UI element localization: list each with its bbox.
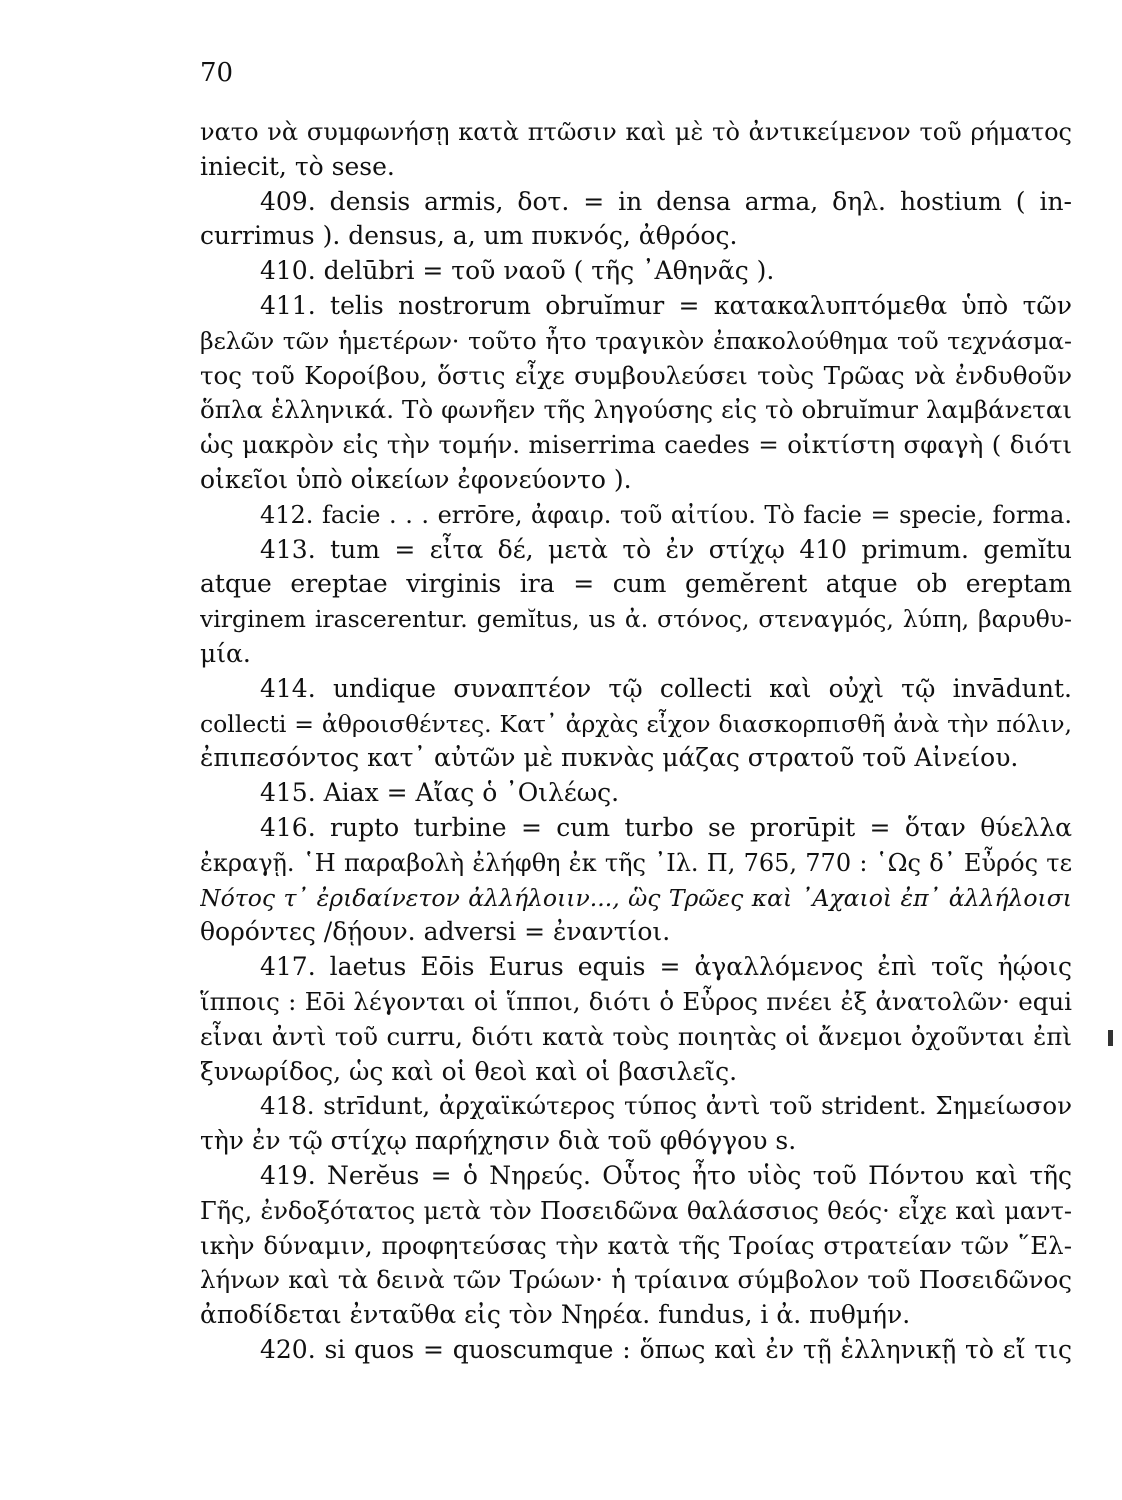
text-line: iniecit, τὸ sese. [200,151,395,181]
entry-410: 410. delūbri = τοῦ ναοῦ ( τῆς ᾿Αθηνᾶς ). [260,256,775,286]
text-line: ἀποδίδεται ἐνταῦθα εἰς τὸν Νηρέα. fundus, i ἀ. πυθμήν. [200,1300,911,1330]
text-line-italic: Νότος τ᾿ ἐριδαίνετον ἀλλήλοιιν..., ὣς Τρῶες καὶ ᾿Αχαιοὶ ἐπ᾿ ἀλλήλοισι [200,883,1072,912]
text-line: λήνων καὶ τὰ δεινὰ τῶν Τρώων· ἡ τρίαινα σύμβολον τοῦ Ποσειδῶνος [200,1265,1072,1295]
text-line: virginem irascerentur. gemĭtus, us ἀ. στόνος, στεναγμός, λύπη, βαρυθυ- [200,605,1072,634]
text-line: τὴν ἐν τῷ στίχῳ παρήχησιν διὰ τοῦ φθόγγου s. [200,1126,797,1156]
commentary-text [200,115,1072,1368]
scan-artifact [1108,1030,1113,1046]
entry-413: 413. tum = εἶτα δέ, μετὰ τὸ ἐν στίχῳ 410 primum. gemĭtu [260,534,1072,564]
text-line: Γῆς, ἐνδοξότατος μετὰ τὸν Ποσειδῶνα θαλάσσιος θεός· εἶχε καὶ μαντ- [200,1196,1072,1225]
entry-409: 409. densis armis, δοτ. = in densa arma, δηλ. hostium ( in- [260,186,1072,216]
entry-420: 420. si quos = quoscumque : ὅπως καὶ ἐν τῇ ἑλληνικῇ τὸ εἴ τις [260,1334,1072,1364]
text-line: ικὴν δύναμιν, προφητεύσας τὴν κατὰ τῆς Τροίας στρατείαν τῶν ῞Ελ- [200,1230,1072,1260]
text-line: ἐπιπεσόντος κατ᾿ αὐτῶν μὲ πυκνὰς μάζας στρατοῦ τοῦ Αἰνείου. [200,743,1019,773]
text-line: atque ereptae virginis ira = cum gemĕrent atque ob ereptam [200,569,1072,599]
page-number: 70 [200,58,234,88]
text-line: collecti = ἀθροισθέντες. Κατ᾿ ἀρχὰς εἶχον διασκορπισθῆ ἀνὰ τὴν πόλιν, [200,709,1072,738]
text-line: οἰκεῖοι ὑπὸ οἰκείων ἐφονεύοντο ). [200,464,632,494]
entry-417: 417. laetus Eōis Eurus equis = ἀγαλλόμενος ἐπὶ τοῖς ἠῴοις [260,952,1072,982]
text-line: νατο νὰ συμφωνήσῃ κατὰ πτῶσιν καὶ μὲ τὸ ἀντικείμενον τοῦ ρήματος [200,118,1072,146]
entry-418: 418. strīdunt, ἀρχαϊκώτερος τύπος ἀντὶ τοῦ strident. Σημείωσον [260,1091,1072,1121]
text-line: τος τοῦ Κοροίβου, ὅστις εἶχε συμβουλεύσει τοὺς Τρῶας νὰ ἐνδυθοῦν [200,360,1072,390]
text-line: βελῶν τῶν ἡμετέρων· τοῦτο ἦτο τραγικὸν ἐπακολούθημα τοῦ τεχνάσμα- [200,326,1072,355]
entry-411: 411. telis nostrorum obruĭmur = κατακαλυπτόμεθα ὑπὸ τῶν [260,290,1072,320]
text-line: θορόντες /δῄουν. adversi = ἐναντίοι. [200,917,671,947]
text-line: μία. [200,638,251,668]
text-line: ἵπποις : Eōi λέγονται οἱ ἵπποι, διότι ὁ Εὖρος πνέει ἐξ ἀνατολῶν· equi [200,986,1072,1016]
entry-412: 412. facie . . . errōre, ἀφαιρ. τοῦ αἰτίου. Τὸ facie = specie, forma. [260,500,1072,529]
entry-414: 414. undique συναπτέον τῷ collecti καὶ οὐχὶ τῷ invādunt. [260,673,1072,703]
text-line: ὅπλα ἑλληνικά. Τὸ φωνῆεν τῆς ληγούσης εἰς τὸ obruĭmur λαμβάνεται [200,395,1072,425]
entry-415: 415. Aiax = Αἴας ὁ ᾿Οιλέως. [260,778,620,808]
entry-419: 419. Nerĕus = ὁ Νηρεύς. Οὗτος ἦτο υἱὸς τοῦ Πόντου καὶ τῆς [260,1160,1072,1190]
text-line: ὡς μακρὸν εἰς τὴν τομήν. miserrima caedes = οἰκτίστη σφαγὴ ( διότι [200,430,1072,460]
text-line: ἐκραγῇ. ῾Η παραβολὴ ἐλήφθη ἐκ τῆς ᾿Ιλ. Π, 765, 770 : ῾Ως δ᾿ Εὖρός τε [200,848,1072,877]
text-line: εἶναι ἀντὶ τοῦ curru, διότι κατὰ τοὺς ποιητὰς οἱ ἄνεμοι ὀχοῦνται ἐπὶ [200,1021,1072,1051]
text-line: ξυνωρίδος, ὡς καὶ οἱ θεοὶ καὶ οἱ βασιλεῖς. [200,1056,738,1086]
entry-416: 416. rupto turbine = cum turbo se prorūpit = ὅταν θύελλα [260,812,1072,842]
text-line: currimus ). densus, a, um πυκνός, ἀθρόος. [200,221,738,251]
